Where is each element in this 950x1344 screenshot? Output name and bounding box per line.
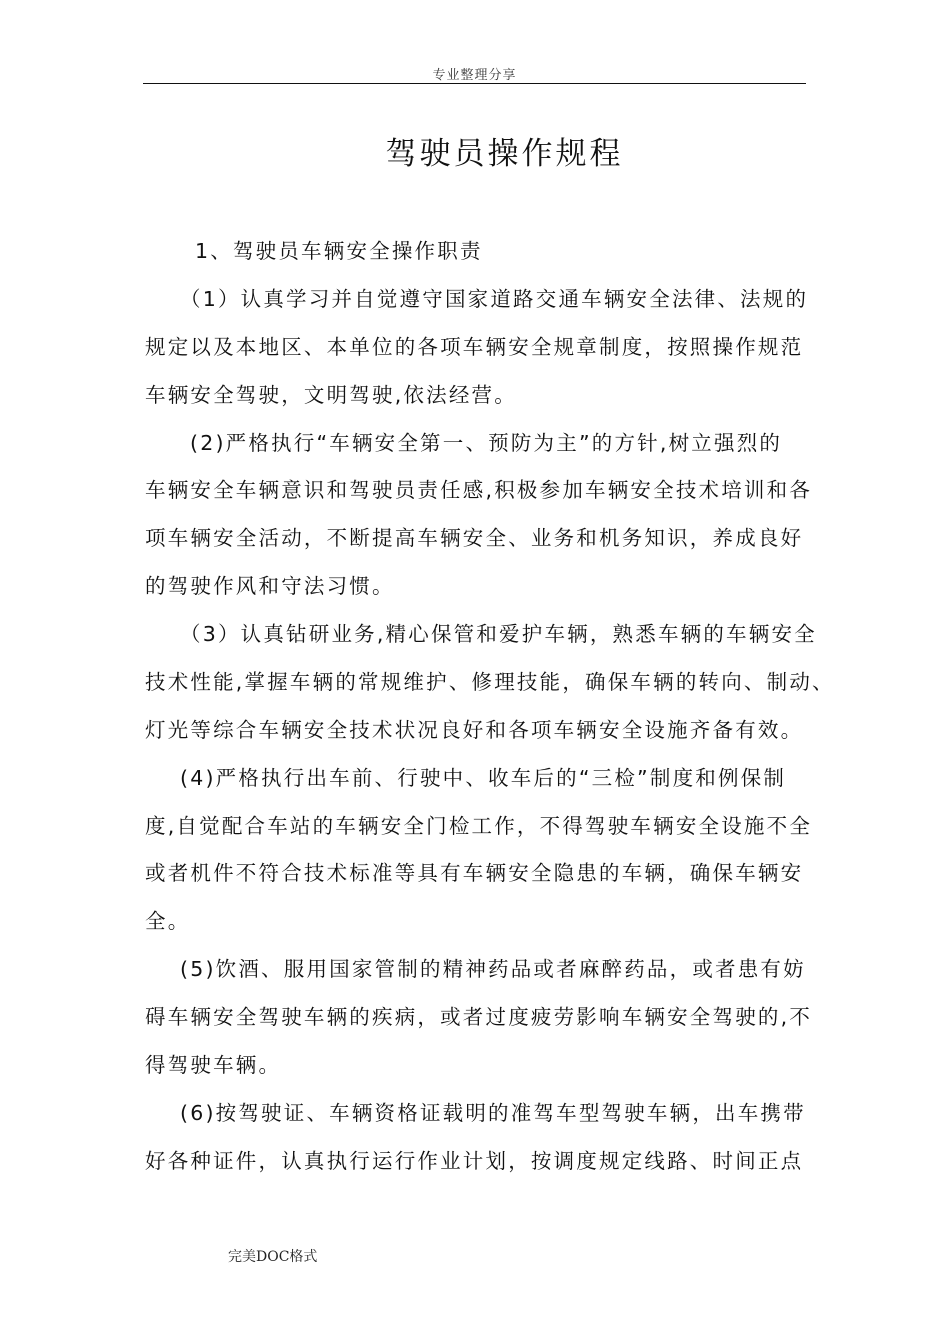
paragraph-line: 项车辆安全活动，不断提高车辆安全、业务和机务知识，养成良好 xyxy=(145,526,804,550)
paragraph-line: 车辆安全驾驶，文明驾驶,依法经营。 xyxy=(145,383,517,407)
paragraph-line: 全。 xyxy=(145,909,191,933)
paragraph-line: (5)饮酒、服用国家管制的精神药品或者麻醉药品，或者患有妨 xyxy=(180,957,806,981)
paragraph-line: （1）认真学习并自觉遵守国家道路交通车辆安全法律、法规的 xyxy=(180,287,809,311)
paragraph-line: (6)按驾驶证、车辆资格证载明的准驾车型驾驶车辆，出车携带 xyxy=(180,1101,806,1125)
paragraph-line: 得驾驶车辆。 xyxy=(145,1053,282,1077)
page-header-text: 专业整理分享 xyxy=(432,68,517,83)
section-heading: 1、驾驶员车辆安全操作职责 xyxy=(195,239,483,263)
paragraph-line: 技术性能,掌握车辆的常规维护、修理技能，确保车辆的转向、制动、 xyxy=(145,670,835,694)
paragraph-line: 好各种证件，认真执行运行作业计划，按调度规定线路、时间正点 xyxy=(145,1149,804,1173)
paragraph-line: 灯光等综合车辆安全技术状况良好和各项车辆安全设施齐备有效。 xyxy=(145,718,804,742)
paragraph-line: 车辆安全车辆意识和驾驶员责任感,积极参加车辆安全技术培训和各 xyxy=(145,478,813,502)
document-title: 驾驶员操作规程 xyxy=(385,136,624,172)
paragraph-line: 碍车辆安全驾驶车辆的疾病，或者过度疲劳影响车辆安全驾驶的,不 xyxy=(145,1005,813,1029)
paragraph-line: （3）认真钻研业务,精心保管和爱护车辆，熟悉车辆的车辆安全 xyxy=(180,622,817,646)
paragraph-line: 度,自觉配合车站的车辆安全门检工作，不得驾驶车辆安全设施不全 xyxy=(145,814,813,838)
page-footer-text: 完美DOC格式 xyxy=(228,1249,318,1265)
paragraph-line: 或者机件不符合技术标准等具有车辆安全隐患的车辆，确保车辆安 xyxy=(145,861,804,885)
paragraph-line: (2)严格执行“车辆安全第一、预防为主”的方针,树立强烈的 xyxy=(190,431,783,455)
header-divider xyxy=(143,83,806,84)
paragraph-line: 的驾驶作风和守法习惯。 xyxy=(145,574,395,598)
paragraph-line: (4)严格执行出车前、行驶中、收车后的“三检”制度和例保制 xyxy=(180,766,787,790)
paragraph-line: 规定以及本地区、本单位的各项车辆安全规章制度，按照操作规范 xyxy=(145,335,804,359)
